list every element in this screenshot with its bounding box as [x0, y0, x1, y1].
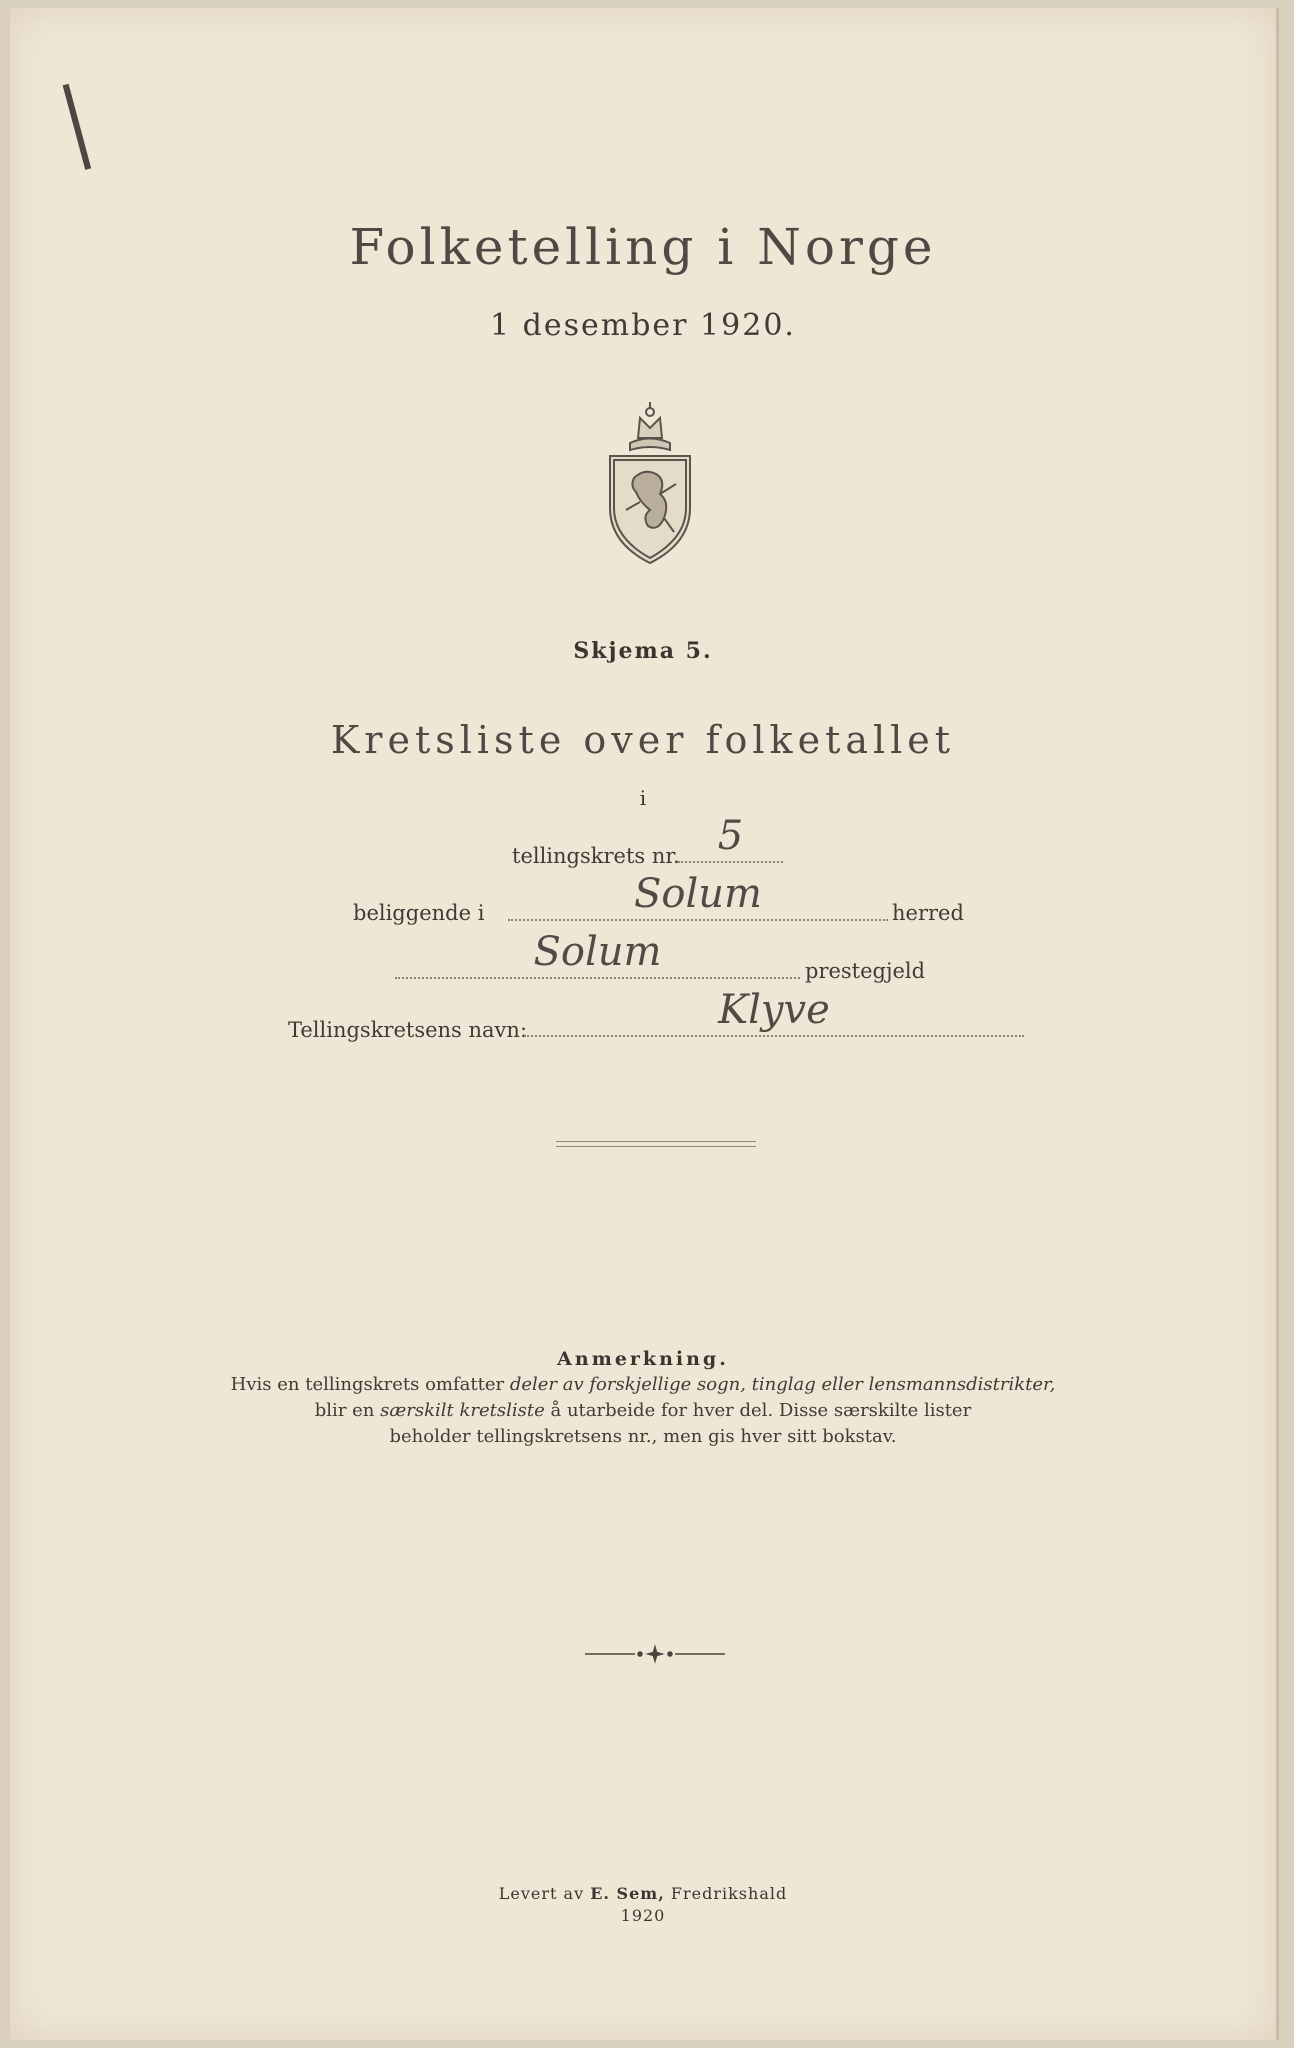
printer-city: Fredrikshald	[664, 1884, 788, 1903]
prestegjeld-field[interactable]: Solum	[395, 932, 800, 979]
note-line-2-text-a: blir en	[314, 1400, 381, 1421]
note-line-2-emphasis: særskilt kretsliste	[380, 1400, 545, 1421]
printer-name: E. Sem,	[590, 1884, 665, 1903]
norwegian-coat-of-arms-icon	[600, 398, 700, 568]
note-line-1-emphasis: deler av forskjellige sogn, tinglag eller lensmannsdistrikter,	[509, 1374, 1056, 1395]
note-line-2	[10, 1400, 1276, 1421]
handwritten-roman-numeral: I	[42, 58, 113, 202]
note-line-1	[10, 1374, 1276, 1395]
note-title: Anmerkning.	[557, 1348, 729, 1370]
document-title: Folketelling i Norge	[349, 218, 937, 276]
printer-text-a: Levert av	[498, 1884, 591, 1903]
census-form-page	[10, 8, 1279, 2040]
prestegjeld-label: prestegjeld	[805, 959, 926, 983]
note-line-3: beholder tellingskretsens nr., men gis hver sitt bokstav.	[389, 1426, 897, 1447]
print-year: 1920	[620, 1906, 666, 1925]
ornament-icon	[580, 1644, 730, 1664]
krets-name-label: Tellingskretsens navn:	[288, 1018, 528, 1042]
section-divider	[556, 1141, 756, 1147]
document-date: 1 desember 1920.	[490, 308, 796, 343]
note-line-2-text-b: å utarbeide for hver del. Disse særskilte lister	[544, 1400, 972, 1421]
beliggende-label: beliggende i	[353, 901, 485, 925]
herred-label: herred	[892, 901, 964, 925]
krets-number-field[interactable]: 5	[678, 816, 783, 863]
note-line-1-text: Hvis en tellingskrets omfatter	[230, 1374, 510, 1395]
schema-number: Skjema 5.	[573, 638, 713, 664]
krets-number-label: tellingskrets nr.	[512, 844, 680, 868]
herred-field[interactable]: Solum	[508, 874, 888, 921]
krets-name-field[interactable]: Klyve	[524, 990, 1024, 1037]
printer-credit	[10, 1884, 1276, 1903]
form-heading: Kretsliste over folketallet	[330, 718, 956, 762]
preposition-label: i	[639, 786, 647, 810]
